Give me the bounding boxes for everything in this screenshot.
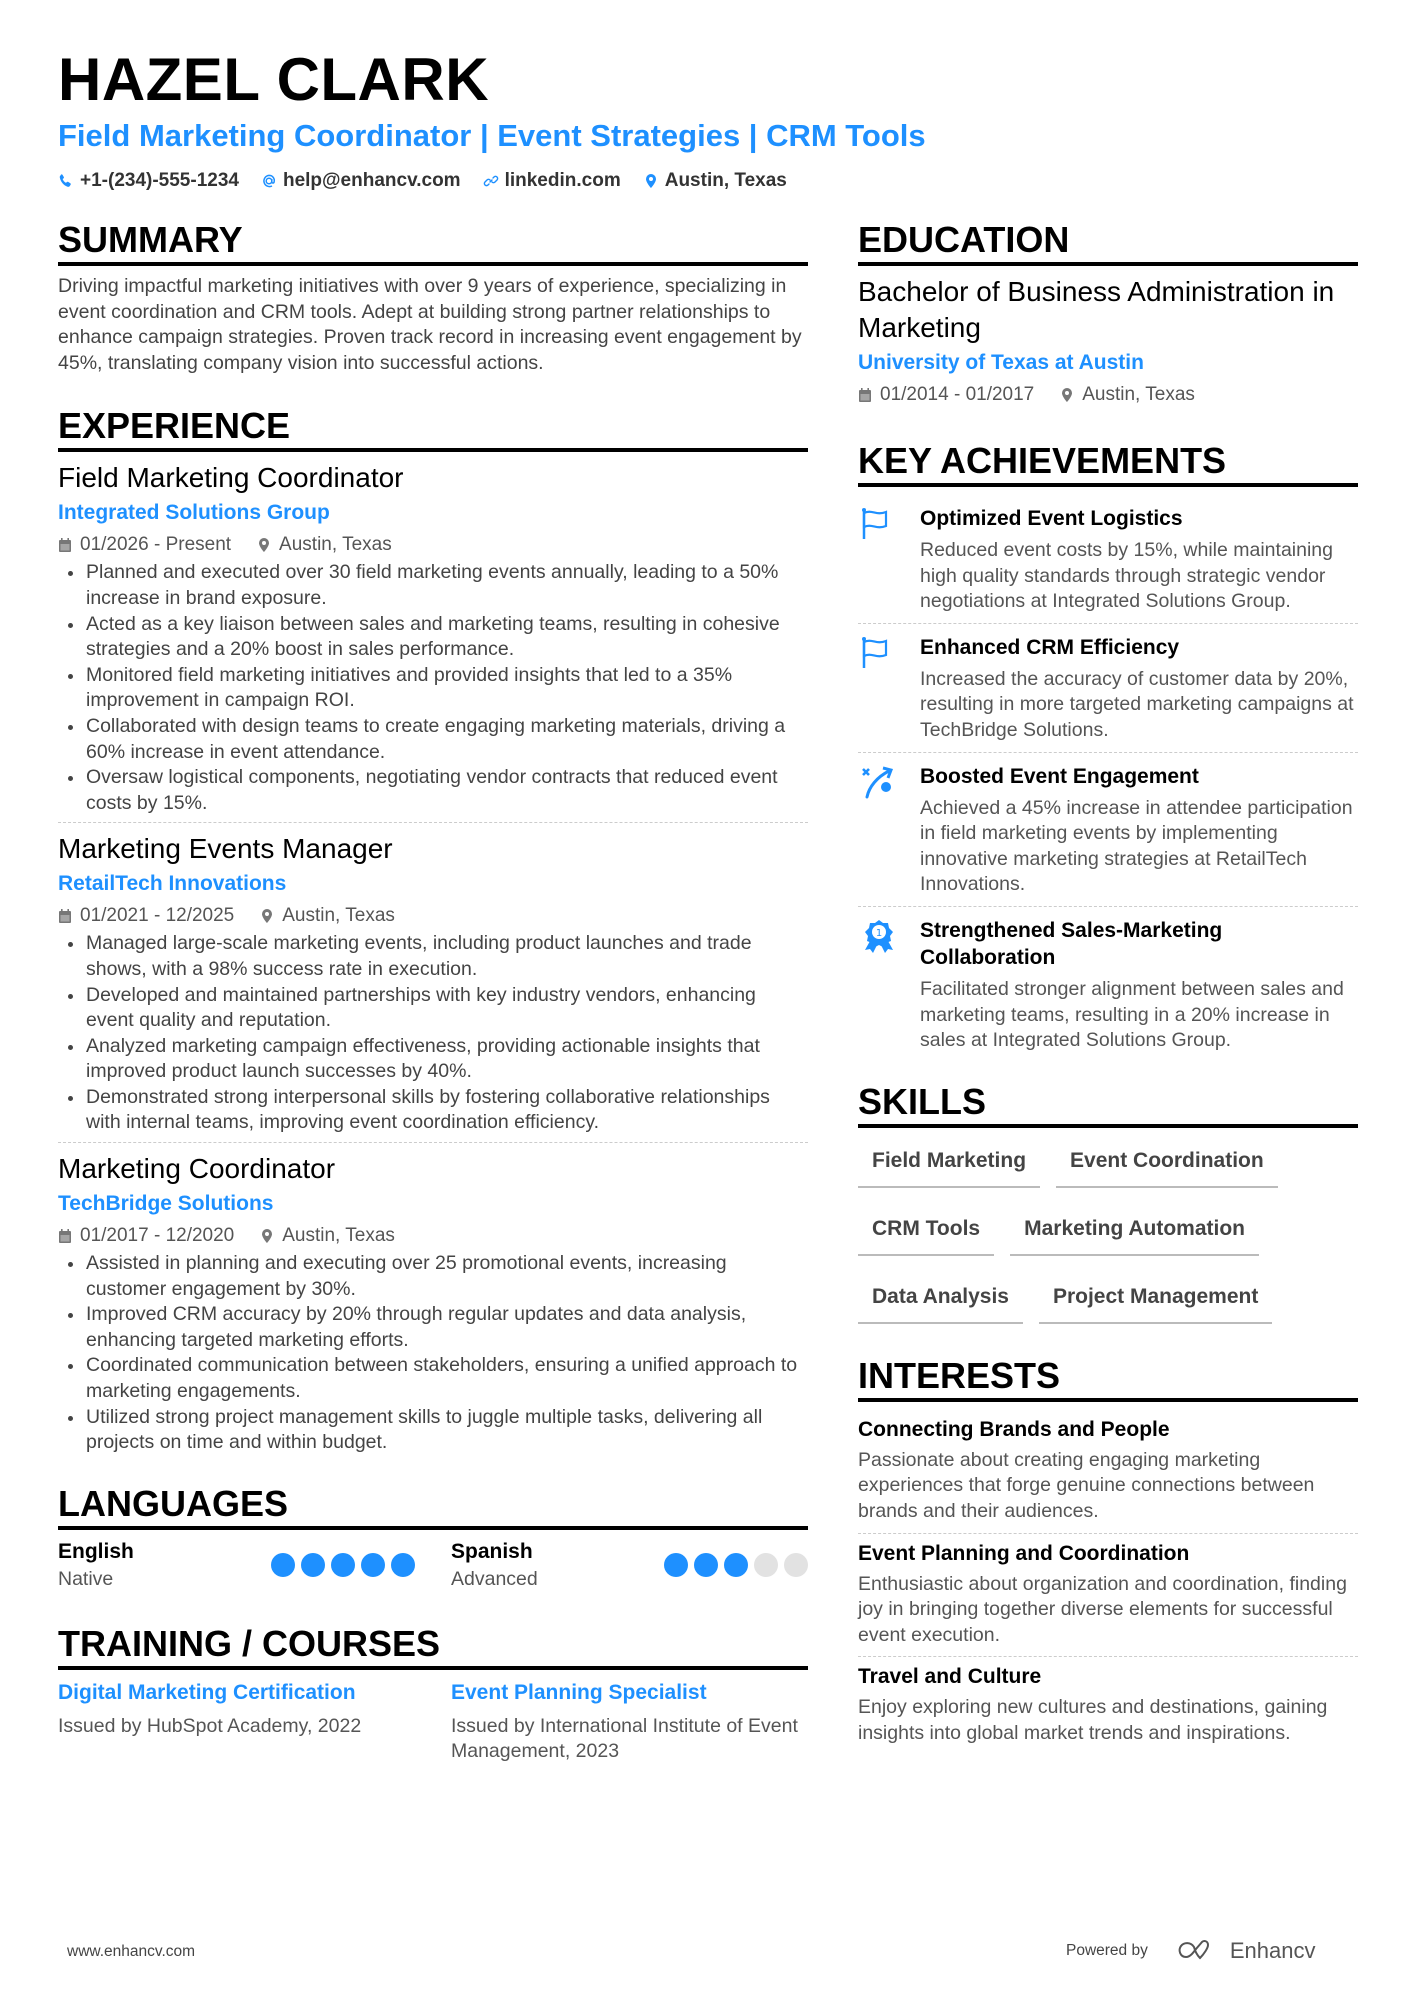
location-pin-icon — [260, 908, 274, 924]
location-pin-icon — [257, 537, 271, 553]
calendar-icon — [858, 387, 872, 403]
interest-desc: Enjoy exploring new cultures and destinations, gaining insights into global market trends and inspirations. — [858, 1696, 1328, 1744]
languages-section — [58, 1482, 808, 1592]
calendar-icon — [58, 537, 72, 553]
course-title: Digital Marketing Certification — [58, 1680, 356, 1704]
award-ribbon-icon — [861, 919, 897, 953]
job-meta — [58, 902, 808, 930]
company-name: RetailTech Innovations — [58, 872, 287, 896]
flag-icon — [861, 636, 897, 670]
interest-item — [858, 1656, 1358, 1754]
section-title: INTERESTS — [858, 1354, 1358, 1402]
dot-empty — [754, 1553, 778, 1577]
enhancv-brand[interactable] — [1174, 1938, 1316, 1964]
achievement-title: Enhanced CRM Efficiency — [920, 635, 1180, 659]
interest-item — [858, 1533, 1358, 1657]
link-icon — [483, 173, 499, 189]
interest-desc: Enthusiastic about organization and coordination, finding joy in bringing together diverse elements for successful event execution. — [858, 1572, 1347, 1646]
achievement-item — [858, 906, 1358, 1062]
experience-section — [58, 404, 808, 1461]
job-location: Austin, Texas — [279, 534, 392, 556]
achievement-title: Boosted Event Engagement — [920, 764, 1199, 788]
job-title: Marketing Coordinator — [58, 1153, 336, 1185]
job-meta — [58, 1222, 808, 1250]
job-location: Austin, Texas — [282, 905, 395, 927]
job-title: Marketing Events Manager — [58, 833, 393, 865]
location-text: Austin, Texas — [664, 170, 787, 191]
job-bullets — [58, 1251, 808, 1456]
achievement-item — [858, 623, 1358, 752]
bullet-item: Utilized strong project management skills to juggle multiple tasks, delivering all projects on time and within budget. — [58, 1405, 808, 1456]
job-dates: 01/2026 - Present — [80, 534, 232, 556]
skills-list — [858, 1136, 1358, 1340]
proficiency-dots — [271, 1553, 415, 1577]
language-item — [451, 1538, 808, 1592]
skill-tag: CRM Tools — [858, 1204, 994, 1256]
bullet-item: Planned and executed over 30 field marketing events annually, leading to a 50% increase in brand exposure. — [58, 560, 808, 611]
link-text: linkedin.com — [504, 170, 621, 191]
job-location: Austin, Texas — [282, 1225, 395, 1247]
candidate-title: Field Marketing Coordinator | Event Strategies | CRM Tools — [58, 118, 926, 153]
interests-section — [858, 1354, 1358, 1755]
dot-filled — [361, 1553, 385, 1577]
language-name: Spanish — [451, 1539, 533, 1563]
contact-location — [643, 170, 787, 192]
contact-link[interactable] — [483, 170, 621, 192]
education-section — [858, 218, 1358, 409]
summary-text: Driving impactful marketing initiatives with over 9 years of experience, specializing in event coordination and CRM tools. Adept at building strong partner relationships to enhance campaign strategies. Proven track record in increasing event engagement by 45%, translating company vision into successful actions. — [58, 275, 802, 374]
email-text: help@enhancv.com — [282, 170, 461, 191]
course-desc: Issued by HubSpot Academy, 2022 — [58, 1714, 362, 1737]
language-item — [58, 1538, 415, 1592]
education-dates: 01/2014 - 01/2017 — [880, 384, 1035, 405]
left-column — [58, 218, 808, 1793]
skill-tag: Data Analysis — [858, 1272, 1023, 1324]
dot-filled — [301, 1553, 325, 1577]
interest-title: Connecting Brands and People — [858, 1417, 1170, 1441]
dot-filled — [331, 1553, 355, 1577]
job-meta — [58, 531, 808, 559]
job-bullets — [58, 931, 808, 1136]
training-section — [58, 1622, 808, 1765]
course-desc: Issued by International Institute of Event Management, 2023 — [451, 1714, 798, 1763]
job-dates: 01/2017 - 12/2020 — [80, 1225, 235, 1247]
bullet-item: Developed and maintained partnerships with key industry vendors, enhancing event quality and reputation. — [58, 983, 808, 1034]
achievement-title: Optimized Event Logistics — [920, 507, 1183, 530]
dot-filled — [391, 1553, 415, 1577]
job-title: Field Marketing Coordinator — [58, 462, 404, 494]
section-title: EXPERIENCE — [58, 404, 808, 452]
bullet-item: Demonstrated strong interpersonal skills by fostering collaborative relationships with internal teams, improving event coordination efficiency. — [58, 1085, 808, 1136]
calendar-icon — [58, 1228, 72, 1244]
course-item — [58, 1678, 415, 1765]
job-dates: 01/2021 - 12/2025 — [80, 905, 235, 927]
company-name: Integrated Solutions Group — [58, 501, 330, 525]
bullet-item: Oversaw logistical components, negotiating vendor contracts that reduced event costs by 15%. — [58, 765, 808, 816]
job-entry — [58, 460, 808, 822]
contact-phone[interactable] — [58, 170, 239, 192]
achievement-desc: Reduced event costs by 15%, while maintaining high quality standards through strategic vendor negotiations at Integrated Solutions Group. — [920, 539, 1333, 613]
flag-icon — [861, 507, 897, 541]
education-meta — [858, 381, 1358, 409]
achievements-section — [858, 439, 1358, 1062]
resume-header — [58, 44, 1358, 192]
location-pin-icon — [1060, 387, 1074, 403]
phone-icon — [58, 173, 74, 189]
interest-title: Travel and Culture — [858, 1665, 1042, 1689]
course-title: Event Planning Specialist — [451, 1680, 707, 1704]
courses-list — [58, 1678, 808, 1765]
section-title: SKILLS — [858, 1080, 1358, 1128]
phone-text: +1-(234)-555-1234 — [80, 170, 239, 191]
dot-filled — [694, 1553, 718, 1577]
achievement-title: Strengthened Sales-Marketing Collaboration — [920, 918, 1223, 969]
strategy-icon — [861, 765, 897, 799]
bullet-item: Assisted in planning and executing over 25 promotional events, increasing customer engagement by 30%. — [58, 1251, 808, 1302]
job-bullets — [58, 560, 808, 816]
section-title: SUMMARY — [58, 218, 808, 266]
skills-section — [858, 1080, 1358, 1340]
skill-tag: Field Marketing — [858, 1136, 1040, 1188]
interest-title: Event Planning and Coordination — [858, 1541, 1190, 1565]
bullet-item: Managed large-scale marketing events, including product launches and trade shows, with a 98% success rate in execution. — [58, 931, 808, 982]
dot-filled — [724, 1553, 748, 1577]
degree-title: Bachelor of Business Administration in Marketing — [858, 276, 1335, 343]
skill-tag: Event Coordination — [1056, 1136, 1278, 1188]
enhancv-logo-icon — [1174, 1939, 1220, 1963]
job-entry — [58, 822, 808, 1142]
svg-text:1: 1 — [875, 927, 883, 939]
powered-by-label: Powered by — [1066, 1942, 1148, 1959]
dot-filled — [271, 1553, 295, 1577]
location-pin-icon — [643, 173, 659, 189]
achievement-item — [858, 752, 1358, 906]
bullet-item: Acted as a key liaison between sales and marketing teams, resulting in cohesive strategies and a 20% boost in sales performance. — [58, 612, 808, 663]
section-title: TRAINING / COURSES — [58, 1622, 808, 1670]
at-sign-icon — [261, 173, 277, 189]
brand-name: Enhancv — [1229, 1938, 1316, 1963]
footer-website-link[interactable]: www.enhancv.com — [67, 1943, 196, 1960]
skill-tag: Marketing Automation — [1010, 1204, 1259, 1256]
achievement-desc: Increased the accuracy of customer data by 20%, resulting in more targeted marketing campaigns at TechBridge Solutions. — [920, 667, 1354, 741]
calendar-icon — [58, 908, 72, 924]
language-name: English — [58, 1539, 134, 1563]
section-title: LANGUAGES — [58, 1482, 808, 1530]
interest-item — [858, 1410, 1358, 1533]
bullet-item: Improved CRM accuracy by 20% through regular updates and data analysis, enhancing targeted marketing efforts. — [58, 1302, 808, 1353]
language-level: Native — [58, 1567, 114, 1590]
education-location: Austin, Texas — [1082, 384, 1195, 405]
achievement-item — [858, 495, 1358, 623]
dot-empty — [784, 1553, 808, 1577]
bullet-item: Monitored field marketing initiatives and provided insights that led to a 35% improvement in campaign ROI. — [58, 663, 808, 714]
course-item — [451, 1678, 808, 1765]
bullet-item: Collaborated with design teams to create engaging marketing materials, driving a 60% increase in event attendance. — [58, 714, 808, 765]
right-column — [858, 218, 1358, 1782]
bullet-item: Analyzed marketing campaign effectiveness, providing actionable insights that improved product launch successes by 40%. — [58, 1034, 808, 1085]
location-pin-icon — [260, 1228, 274, 1244]
candidate-name: HAZEL CLARK — [58, 46, 490, 113]
job-entry — [58, 1142, 808, 1462]
dot-filled — [664, 1553, 688, 1577]
contact-email[interactable] — [261, 170, 461, 192]
bullet-item: Coordinated communication between stakeholders, ensuring a unified approach to marketing engagements. — [58, 1353, 808, 1404]
skill-tag: Project Management — [1039, 1272, 1272, 1324]
school-name: University of Texas at Austin — [858, 351, 1144, 374]
interest-desc: Passionate about creating engaging marketing experiences that forge genuine connections between brands and their audiences. — [858, 1448, 1315, 1522]
section-title: EDUCATION — [858, 218, 1358, 266]
company-name: TechBridge Solutions — [58, 1192, 274, 1216]
proficiency-dots — [664, 1553, 808, 1577]
achievement-desc: Achieved a 45% increase in attendee participation in field marketing events by implementing innovative marketing strategies at RetailTech Innovations. — [920, 796, 1353, 896]
contact-row — [58, 170, 1358, 192]
summary-section — [58, 218, 808, 376]
language-level: Advanced — [451, 1567, 538, 1590]
languages-list — [58, 1538, 808, 1592]
achievement-desc: Facilitated stronger alignment between sales and marketing teams, resulting in a 20% increase in sales at Integrated Solutions Group. — [920, 977, 1344, 1052]
footer-powered-by — [1066, 1938, 1315, 1964]
section-title: KEY ACHIEVEMENTS — [858, 439, 1358, 487]
